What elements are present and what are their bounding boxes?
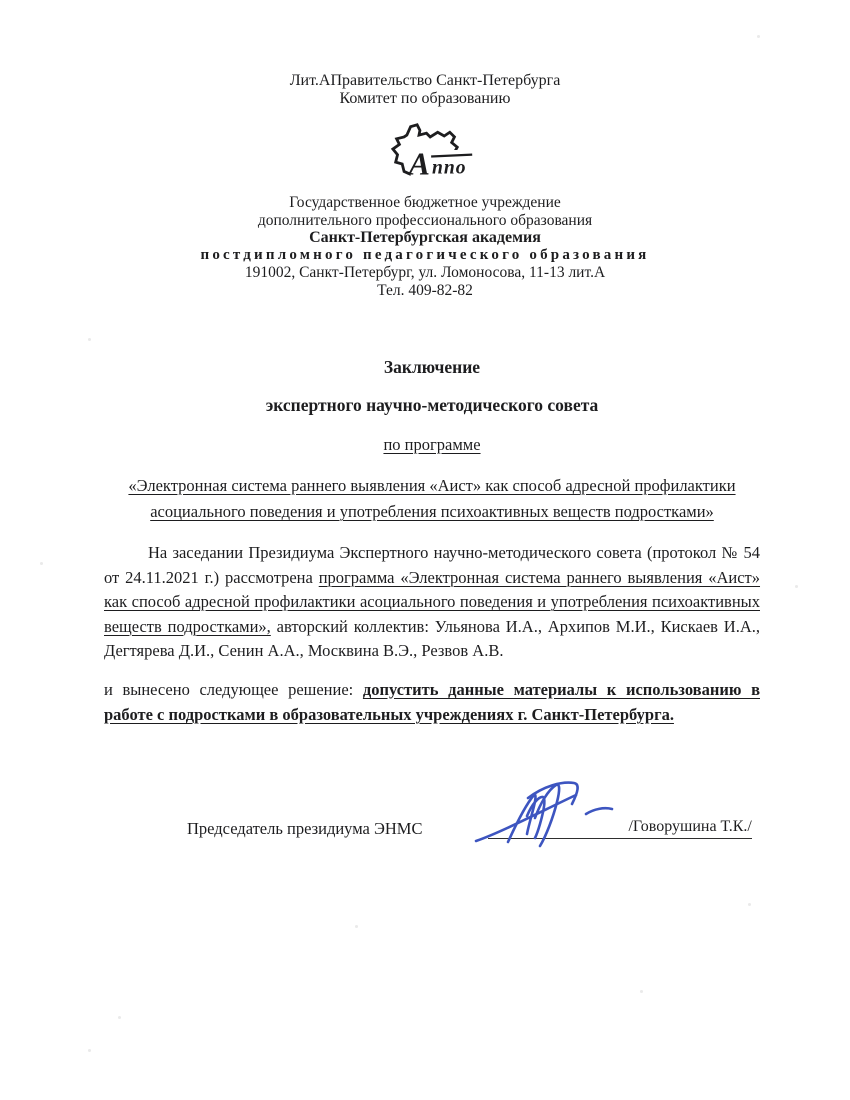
decision-paragraph — [104, 677, 760, 728]
org-phone: Тел. 409-82-82 — [377, 281, 473, 299]
body-paragraph — [104, 541, 760, 664]
body-text-normal-2: авторский коллектив: Ульянова И.А., Архипов М.И., Кискаев И.А., Дегтярева Д.И., Сенин А.А., Москвина В.Э., Резвов А.В. — [104, 616, 760, 660]
handwritten-signature — [472, 778, 632, 850]
letterhead — [0, 0, 850, 299]
subject-underlined-text: по программе — [383, 435, 481, 454]
noise-dot — [795, 585, 798, 588]
signature-stroke — [535, 784, 559, 845]
org-line-1: Государственное бюджетное учреждение — [289, 194, 561, 211]
appo-logo — [385, 122, 481, 178]
signature-label: Председатель президиума ЭНМС — [187, 818, 423, 838]
noise-dot — [88, 338, 91, 341]
body-text-normal-1: На заседании Президиума Экспертного научно-методического совета (протокол № 54 от 24.11.2021 г.) рассмотрена — [104, 543, 760, 587]
decision-text-emphasized: допустить данные материалы к использованию в работе с подростками в образовательных учреждениях г. Санкт-Петербурга. — [104, 679, 760, 724]
program-title-line-1: «Электронная система раннего выявления «Аист» как способ адресной профилактики — [128, 476, 736, 495]
program-title-line-2: асоциального поведения и употребления психоактивных веществ подростками» — [150, 502, 714, 521]
organization-block — [0, 194, 850, 299]
signature-dash — [586, 808, 612, 814]
decision-text-normal: и вынесено следующее решение: — [104, 679, 363, 699]
noise-dot — [640, 990, 643, 993]
logo-letters-ppo: ппо — [432, 157, 467, 178]
noise-dot — [118, 1016, 121, 1019]
document-subject — [104, 435, 760, 455]
signature-line — [488, 816, 628, 839]
noise-dot — [355, 925, 358, 928]
signature-name: /Говорушина Т.К./ — [628, 816, 751, 839]
appo-logo-image — [385, 122, 481, 178]
header-line-2: Комитет по образованию — [339, 90, 511, 107]
noise-dot — [757, 35, 760, 38]
noise-dot — [40, 562, 43, 565]
signature-row — [104, 816, 760, 839]
org-line-3: Санкт-Петербургская академия — [309, 229, 541, 246]
logo-letter-a: А — [408, 146, 430, 178]
signature-stroke — [508, 794, 536, 841]
noise-dot — [88, 1049, 91, 1052]
org-line-4: постдипломного педагогического образования — [200, 246, 650, 263]
org-line-2: дополнительного профессионального образования — [257, 211, 593, 229]
program-title — [104, 473, 760, 525]
document-subtitle: экспертного научно-методического совета — [265, 395, 599, 415]
document-title: Заключение — [383, 357, 481, 377]
noise-dot — [748, 903, 751, 906]
org-address: 191002, Санкт-Петербург, ул. Ломоносова, 11-13 лит.А — [244, 264, 606, 281]
header-line-1: Лит.АПравительство Санкт-Петербурга — [289, 72, 561, 89]
body-text-underlined: программа «Электронная система раннего выявления «Аист» как способ адресной профилактики асоциального поведения и употребления психоактивных веществ подростками», — [104, 567, 761, 636]
